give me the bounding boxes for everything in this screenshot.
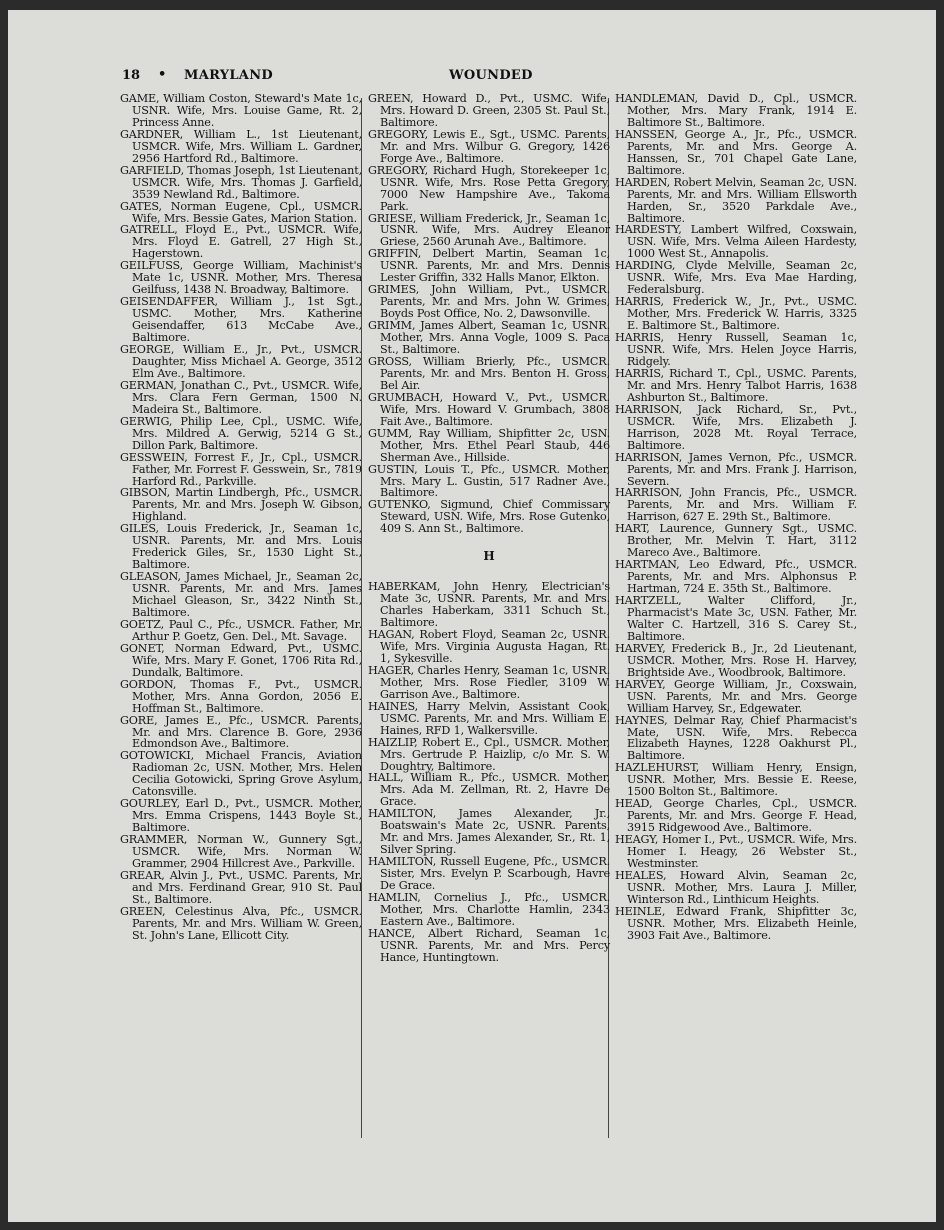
casualty-details: Howard V., Pvt., USMCR. Wife, Mrs. Howard V. Grumbach, 3808 Fait Ave., Baltimore. bbox=[380, 390, 610, 428]
casualty-entry bbox=[368, 165, 610, 213]
casualty-surname: GUMM, bbox=[368, 426, 413, 440]
casualty-details: John Francis, Pfc., USMCR. Parents, Mr. and Mrs. William F. Harrison, 627 E. 29th St., Baltimore. bbox=[627, 486, 857, 524]
casualty-entry bbox=[368, 392, 610, 428]
casualty-details: Floyd E., Pvt., USMCR. Wife, Mrs. Floyd E. Gatrell, 27 High St., Hagerstown. bbox=[132, 223, 362, 261]
casualty-details: Jack Richard, Sr., Pvt., USMCR. Wife, Mrs. Elizabeth J. Harrison, 2028 Mt. Royal Terrace, Baltimore. bbox=[627, 402, 857, 452]
casualty-details: James Michael, Jr., Seaman 2c, USNR. Parents, Mr. and Mrs. James Michael Gleason, Sr., 3422 Ninth St., Baltimore. bbox=[132, 570, 362, 619]
casualty-entry bbox=[368, 856, 610, 892]
casualty-entry bbox=[615, 679, 857, 715]
casualty-surname: GLEASON, bbox=[120, 570, 181, 584]
casualty-entry bbox=[368, 213, 610, 249]
casualty-details: Forrest F., Jr., Cpl., USMCR. Father, Mr. Forrest F. Gesswein, Sr., 7819 Harford Rd., Parkville. bbox=[132, 450, 362, 488]
casualty-details: Alvin J., Pvt., USMC. Parents, Mr. and Mrs. Ferdinand Grear, 910 St. Paul St., Baltimore. bbox=[132, 868, 362, 906]
casualty-surname: GREEN, bbox=[368, 92, 414, 105]
casualty-entry bbox=[368, 129, 610, 165]
casualty-details: Howard Alvin, Seaman 2c, USNR. Mother, Mrs. Laura J. Miller, Winterson Rd., Linthicum Heights. bbox=[627, 868, 857, 906]
casualty-details: William Brierly, Pfc., USMCR. Parents, Mr. and Mrs. Benton H. Gross, Bel Air. bbox=[380, 354, 610, 392]
casualty-entry bbox=[368, 629, 610, 665]
casualty-entry bbox=[615, 834, 857, 870]
document-page bbox=[8, 10, 936, 1222]
casualty-details: James Alexander, Jr., Boatswain's Mate 2c, USNR. Parents, Mr. and Mrs. James Alexander, Sr., Rt. 1, Silver Spring. bbox=[380, 807, 610, 857]
casualty-details: Robert Floyd, Seaman 2c, USNR. Wife, Mrs. Virginia Augusta Hagan, Rt. 1, Sykesville. bbox=[380, 628, 610, 665]
casualty-surname: HARRISON, bbox=[615, 450, 683, 464]
casualty-details: William L., 1st Lieutenant, USMCR. Wife, Mrs. William L. Gardner, 2956 Hartford Rd., Baltimore. bbox=[132, 127, 362, 165]
casualty-details: Earl D., Pvt., USMCR. Mother, Mrs. Emma Crispens, 1443 Boyle St., Baltimore. bbox=[132, 797, 362, 835]
casualty-entry bbox=[368, 665, 610, 701]
casualty-entry bbox=[615, 906, 857, 942]
casualty-details: James Vernon, Pfc., USMCR. Parents, Mr. and Mrs. Frank J. Harrison, Severn. bbox=[627, 450, 857, 488]
casualty-entry bbox=[120, 93, 362, 129]
casualty-surname: GERMAN, bbox=[120, 378, 177, 392]
casualty-details: Paul C., Pfc., USMCR. Father, Mr. Arthur P. Goetz, Gen. Del., Mt. Savage. bbox=[132, 617, 362, 643]
casualty-details: Cornelius J., Pfc., USMCR. Mother, Mrs. Charlotte Hamlin, 2343 Eastern Ave., Baltimore. bbox=[380, 891, 610, 928]
casualty-surname: GEILFUSS, bbox=[120, 259, 184, 273]
casualty-details: William Henry, Ensign, USNR. Mother, Mrs. Bessie E. Reese, 1500 Bolton St., Baltimore. bbox=[627, 761, 857, 799]
casualty-surname: HARVEY, bbox=[615, 641, 666, 655]
casualty-entry bbox=[368, 892, 610, 928]
casualty-entry bbox=[120, 906, 362, 942]
casualty-details: David D., Cpl., USMCR. Mother, Mrs. Mary Frank, 1914 E. Baltimore St., Baltimore. bbox=[627, 92, 857, 129]
casualty-entry bbox=[615, 452, 857, 488]
casualty-details: William Frederick, Jr., Seaman 1c, USNR. Wife, Mrs. Audrey Eleanor Griese, 2560 Arunah Ave., Baltimore. bbox=[380, 211, 610, 249]
casualty-entry bbox=[615, 595, 857, 643]
casualty-entry bbox=[120, 571, 362, 619]
casualty-entry bbox=[615, 404, 857, 452]
casualty-surname: HARTZELL, bbox=[615, 594, 682, 608]
casualty-entry bbox=[120, 380, 362, 416]
casualty-details: Michael Francis, Aviation Radioman 2c, USN. Mother, Mrs. Helen Cecilia Gotowicki, Spring Grove Asylum, Catonsville. bbox=[132, 749, 362, 799]
casualty-details: Frederick W., Jr., Pvt., USMC. Mother, Mrs. Frederick W. Harris, 3325 E. Baltimore St., Baltimore. bbox=[627, 295, 857, 333]
page-header bbox=[8, 68, 936, 88]
casualty-details: James Albert, Seaman 1c, USNR. Mother, Mrs. Anna Vogle, 1009 S. Paca St., Baltimore. bbox=[380, 319, 610, 357]
casualty-surname: HABERKAM, bbox=[368, 580, 441, 594]
casualty-surname: HAYNES, bbox=[615, 713, 668, 727]
casualty-details: Robert Melvin, Seaman 2c, USN. Parents, Mr. and Mrs. William Ellsworth Harden, Sr., 3520 Parkdale Ave., Baltimore. bbox=[627, 175, 857, 225]
casualty-surname: HAIZLIP, bbox=[368, 735, 418, 749]
casualty-details: Robert E., Cpl., USMCR. Mother, Mrs. Gertrude P. Haizlip, c/o Mr. S. W. Doughtry, Baltimore. bbox=[380, 735, 610, 773]
casualty-details: Thomas Joseph, 1st Lieutenant, USMCR. Wife, Mrs. Thomas J. Garfield, 3539 Newland Rd., Baltimore. bbox=[132, 163, 362, 201]
casualty-details: Norman Eugene, Cpl., USMCR. Wife, Mrs. Bessie Gates, Marion Station. bbox=[132, 199, 362, 225]
casualty-surname: HEAGY, bbox=[615, 833, 659, 847]
casualty-entry bbox=[615, 762, 857, 798]
casualty-details: Jonathan C., Pvt., USMCR. Wife, Mrs. Clara Fern German, 1500 N. Madeira St., Baltimore. bbox=[132, 378, 362, 416]
casualty-entry bbox=[120, 260, 362, 296]
casualty-surname: GRIESE, bbox=[368, 211, 417, 225]
casualty-entry bbox=[368, 284, 610, 320]
casualty-details: George A., Jr., Pfc., USMCR. Parents, Mr. and Mrs. George A. Hanssen, Sr., 701 Chapel Gate Lane, Baltimore. bbox=[627, 127, 857, 177]
casualty-surname: HEINLE, bbox=[615, 904, 666, 918]
casualty-details: William R., Pfc., USMCR. Mother, Mrs. Ada M. Zellman, Rt. 2, Havre De Grace. bbox=[380, 771, 610, 809]
casualty-surname: GREGORY, bbox=[368, 127, 429, 141]
casualty-surname: GERWIG, bbox=[120, 414, 173, 428]
casualty-entry bbox=[615, 559, 857, 595]
casualty-surname: GATES, bbox=[120, 199, 162, 213]
casualty-surname: GREEN, bbox=[120, 904, 166, 918]
casualty-entry bbox=[615, 487, 857, 523]
casualty-details: George Charles, Cpl., USMCR. Parents, Mr. and Mrs. George F. Head, 3915 Ridgewood Ave., Baltimore. bbox=[627, 797, 857, 835]
casualty-details: John Henry, Electrician's Mate 3c, USNR. Parents, Mr. and Mrs. Charles Haberkam, 3311 Schuch St., Baltimore. bbox=[380, 580, 610, 630]
casualty-entry bbox=[120, 750, 362, 798]
casualty-details: George William, Jr., Coxswain, USN. Parents, Mr. and Mrs. George William Harvey, Sr., Edgewater. bbox=[627, 677, 857, 715]
casualty-details: Leo Edward, Pfc., USMCR. Parents, Mr. and Mrs. Alphonsus P. Hartman, 724 E. 35th St., Baltimore. bbox=[627, 558, 857, 596]
casualty-details: Lewis E., Sgt., USMC. Parents, Mr. and Mrs. Wilbur G. Gregory, 1426 Forge Ave., Baltimore. bbox=[380, 127, 610, 165]
casualty-entry bbox=[368, 428, 610, 464]
casualty-surname: HAINES, bbox=[368, 699, 418, 713]
casualty-entry bbox=[615, 224, 857, 260]
casualty-entry bbox=[120, 452, 362, 488]
casualty-entry bbox=[615, 332, 857, 368]
casualty-surname: GARDNER, bbox=[120, 127, 184, 141]
state-title: MARYLAND bbox=[184, 68, 273, 83]
casualty-surname: HARRISON, bbox=[615, 402, 683, 416]
casualty-entry bbox=[368, 356, 610, 392]
casualty-surname: HARRISON, bbox=[615, 486, 683, 500]
casualty-surname: GREGORY, bbox=[368, 163, 429, 177]
casualty-entry bbox=[368, 320, 610, 356]
casualty-details: Ray William, Shipfitter 2c, USN. Mother, Mrs. Ethel Pearl Staub, 446 Sherman Ave., Hillside. bbox=[380, 426, 610, 464]
casualty-details: Richard T., Cpl., USMC. Parents, Mr. and Mrs. Henry Talbot Harris, 1638 Ashburton St., Baltimore. bbox=[627, 366, 857, 404]
casualty-surname: GILES, bbox=[120, 522, 159, 536]
casualty-details: Richard Hugh, Storekeeper 1c, USNR. Wife, Mrs. Rose Petta Gregory, 7000 New Hampshire Ave., Takoma Park. bbox=[380, 163, 610, 213]
casualty-entry bbox=[615, 798, 857, 834]
casualty-details: William J., 1st Sgt., USMC. Mother, Mrs. Katherine Geisendaffer, 613 McCabe Ave., Baltimore. bbox=[132, 295, 362, 345]
casualty-entry bbox=[120, 201, 362, 225]
casualty-entry bbox=[368, 701, 610, 737]
casualty-surname: GORDON, bbox=[120, 677, 177, 691]
section-letter: H bbox=[483, 549, 495, 564]
column-2 bbox=[368, 93, 610, 964]
casualty-surname: GORE, bbox=[120, 713, 158, 727]
casualty-surname: HARVEY, bbox=[615, 677, 666, 691]
casualty-surname: GOETZ, bbox=[120, 617, 164, 631]
casualty-surname: HAZLEHURST, bbox=[615, 761, 700, 775]
casualty-entry bbox=[120, 715, 362, 751]
column-1 bbox=[120, 93, 362, 942]
casualty-details: George William, Machinist's Mate 1c, USNR. Mother, Mrs. Theresa Geilfuss, 1438 N. Broadway, Baltimore. bbox=[132, 259, 362, 297]
casualty-details: Homer I., Pvt., USMCR. Wife, Mrs. Homer I. Heagy, 26 Webster St., Westminster. bbox=[627, 833, 857, 870]
casualty-surname: HAGAN, bbox=[368, 628, 415, 642]
casualty-details: Edward Frank, Shipfitter 3c, USNR. Mother, Mrs. Elizabeth Heinle, 3903 Fait Ave., Baltimore. bbox=[627, 904, 857, 942]
casualty-entry bbox=[615, 368, 857, 404]
casualty-details: Sigmund, Chief Commissary Steward, USN. Wife, Mrs. Rose Gutenko, 409 S. Ann St., Baltimore. bbox=[380, 498, 610, 536]
page-content bbox=[8, 10, 936, 1222]
casualty-entry bbox=[615, 643, 857, 679]
casualty-details: Frederick B., Jr., 2d Lieutenant, USMCR. Mother, Mrs. Rose H. Harvey, Brightside Ave., Woodbrook, Baltimore. bbox=[627, 641, 857, 679]
casualty-surname: GEORGE, bbox=[120, 343, 175, 357]
casualty-entry bbox=[615, 870, 857, 906]
column-3 bbox=[615, 93, 857, 942]
casualty-surname: HARRIS, bbox=[615, 366, 664, 380]
casualty-details: John William, Pvt., USMCR. Parents, Mr. and Mrs. John W. Grimes, Boyds Post Office, No. 2, Dawsonville. bbox=[380, 283, 610, 321]
casualty-surname: HEAD, bbox=[615, 797, 653, 811]
casualty-details: Harry Melvin, Assistant Cook, USMC. Parents, Mr. and Mrs. William E. Haines, RFD 1, Walkersville. bbox=[380, 699, 610, 737]
casualty-surname: GONET, bbox=[120, 641, 165, 655]
casualty-surname: GROSS, bbox=[368, 354, 412, 368]
casualty-surname: GRIFFIN, bbox=[368, 247, 422, 261]
casualty-surname: HANSSEN, bbox=[615, 127, 678, 141]
casualty-details: Celestinus Alva, Pfc., USMCR. Parents, Mr. and Mrs. William W. Green, St. John's Lane, Ellicott City. bbox=[132, 904, 362, 942]
casualty-surname: HARTMAN, bbox=[615, 558, 680, 572]
casualty-entry bbox=[615, 296, 857, 332]
casualty-details: Walter Clifford, Jr., Pharmacist's Mate 3c, USN. Father, Mr. Walter C. Hartzell, 316 S. Carey St., Baltimore. bbox=[627, 594, 857, 643]
casualty-entry bbox=[615, 129, 857, 177]
casualty-surname: HARRIS, bbox=[615, 295, 664, 309]
casualty-surname: GRIMM, bbox=[368, 319, 416, 333]
casualty-entry bbox=[368, 499, 610, 535]
casualty-details: Philip Lee, Cpl., USMC. Wife, Mrs. Mildred A. Gerwig, 5214 G St., Dillon Park, Baltimore. bbox=[132, 414, 362, 452]
casualty-surname: GRAMMER, bbox=[120, 833, 188, 847]
casualty-entry bbox=[368, 93, 610, 129]
casualty-surname: GEISENDAFFER, bbox=[120, 295, 218, 309]
casualty-surname: GOURLEY, bbox=[120, 797, 180, 811]
casualty-details: Laurence, Gunnery Sgt., USMC. Brother, Mr. Melvin T. Hart, 3112 Mareco Ave., Baltimore. bbox=[627, 522, 857, 560]
casualty-entry bbox=[368, 772, 610, 808]
casualty-entry bbox=[615, 93, 857, 129]
casualty-details: Delmar Ray, Chief Pharmacist's Mate, USN. Wife, Mrs. Rebecca Elizabeth Haynes, 1228 Oakhurst Pl., Baltimore. bbox=[627, 713, 857, 763]
casualty-entry bbox=[120, 523, 362, 571]
casualty-surname: GREAR, bbox=[120, 868, 165, 882]
casualty-entry bbox=[120, 487, 362, 523]
casualty-details: William E., Jr., Pvt., USMCR. Daughter, Miss Michael A. George, 3512 Elm Ave., Baltimore. bbox=[132, 343, 362, 380]
casualty-entry bbox=[368, 808, 610, 856]
casualty-surname: GARFIELD, bbox=[120, 163, 184, 177]
casualty-entry bbox=[120, 129, 362, 165]
casualty-details: Thomas F., Pvt., USMCR. Mother, Mrs. Anna Gordon, 2056 E. Hoffman St., Baltimore. bbox=[132, 677, 362, 715]
casualty-surname: GIBSON, bbox=[120, 486, 170, 500]
casualty-entry bbox=[615, 523, 857, 559]
casualty-entry bbox=[120, 165, 362, 201]
casualty-details: Delbert Martin, Seaman 1c, USNR. Parents, Mr. and Mrs. Dennis Lester Griffin, 332 Halls Manor, Elkton. bbox=[380, 247, 610, 285]
casualty-details: William Coston, Steward's Mate 1c, USNR. Wife, Mrs. Louise Game, Rt. 2, Princess Anne. bbox=[132, 92, 362, 129]
casualty-entry bbox=[615, 177, 857, 225]
casualty-entry bbox=[368, 464, 610, 500]
casualty-details: Lambert Wilfred, Coxswain, USN. Wife, Mrs. Velma Aileen Hardesty, 1000 West St., Annapolis. bbox=[627, 223, 857, 261]
casualty-entry bbox=[368, 928, 610, 964]
casualty-surname: HARDESTY, bbox=[615, 223, 682, 237]
casualty-surname: GUTENKO, bbox=[368, 498, 431, 512]
casualty-surname: GAME, bbox=[120, 92, 160, 105]
casualty-details: Martin Lindbergh, Pfc., USMCR. Parents, Mr. and Mrs. Joseph W. Gibson, Highland. bbox=[132, 486, 362, 524]
casualty-surname: GATRELL, bbox=[120, 223, 178, 237]
page-number: 18 bbox=[122, 68, 141, 83]
casualty-entry bbox=[120, 834, 362, 870]
casualty-entry bbox=[368, 737, 610, 773]
casualty-entry bbox=[120, 224, 362, 260]
casualty-entry bbox=[120, 798, 362, 834]
casualty-entry bbox=[120, 296, 362, 344]
casualty-surname: HALL, bbox=[368, 771, 404, 785]
casualty-surname: GUSTIN, bbox=[368, 462, 418, 476]
casualty-details: Albert Richard, Seaman 1c, USNR. Parents, Mr. and Mrs. Percy Hance, Huntingtown. bbox=[380, 926, 610, 964]
casualty-surname: HANDLEMAN, bbox=[615, 92, 698, 105]
casualty-entry bbox=[120, 679, 362, 715]
casualty-surname: HARDING, bbox=[615, 259, 676, 273]
casualty-details: James E., Pfc., USMCR. Parents, Mr. and Mrs. Clarence B. Gore, 2936 Edmondson Ave., Baltimore. bbox=[132, 713, 362, 751]
casualty-details: Charles Henry, Seaman 1c, USNR. Mother, Mrs. Rose Fiedler, 3109 W. Garrison Ave., Baltimore. bbox=[380, 663, 610, 701]
casualty-surname: GRUMBACH, bbox=[368, 390, 444, 404]
casualty-details: Norman Edward, Pvt., USMC. Wife, Mrs. Mary F. Gonet, 1706 Rita Rd., Dundalk, Baltimore. bbox=[132, 641, 362, 679]
casualty-details: Norman W., Gunnery Sgt., USMCR. Wife, Mrs. Norman W. Grammer, 2904 Hillcrest Ave., Parkville. bbox=[132, 833, 362, 870]
casualty-entry bbox=[615, 715, 857, 763]
casualty-surname: HARRIS, bbox=[615, 331, 664, 345]
casualty-surname: HEALES, bbox=[615, 868, 667, 882]
header-bullet: • bbox=[158, 67, 167, 82]
casualty-surname: HANCE, bbox=[368, 926, 416, 940]
casualty-surname: HAGER, bbox=[368, 663, 415, 677]
casualty-entry bbox=[120, 344, 362, 380]
casualty-surname: HAMILTON, bbox=[368, 855, 437, 869]
casualty-entry bbox=[120, 870, 362, 906]
section-title: WOUNDED bbox=[449, 68, 533, 83]
casualty-entry bbox=[368, 248, 610, 284]
casualty-surname: HAMLIN, bbox=[368, 891, 421, 904]
casualty-surname: HART, bbox=[615, 522, 650, 536]
casualty-surname: GRIMES, bbox=[368, 283, 420, 297]
casualty-entry bbox=[120, 643, 362, 679]
casualty-details: Henry Russell, Seaman 1c, USNR. Wife, Mrs. Helen Joyce Harris, Ridgely. bbox=[627, 331, 857, 368]
casualty-details: Howard D., Pvt., USMC. Wife, Mrs. Howard D. Green, 2305 St. Paul St., Baltimore. bbox=[380, 92, 610, 129]
casualty-surname: GESSWEIN, bbox=[120, 450, 188, 464]
casualty-details: Louis T., Pfc., USMCR. Mother, Mrs. Mary L. Gustin, 517 Radner Ave., Baltimore. bbox=[380, 462, 610, 500]
casualty-surname: HAMILTON, bbox=[368, 807, 437, 821]
casualty-details: Russell Eugene, Pfc., USMCR. Sister, Mrs. Evelyn P. Scarbough, Havre De Grace. bbox=[380, 855, 610, 893]
casualty-entry bbox=[120, 619, 362, 643]
casualty-entry bbox=[368, 581, 610, 629]
casualty-entry bbox=[120, 416, 362, 452]
casualty-details: Clyde Melville, Seaman 2c, USNR. Wife, Mrs. Eva Mae Harding, Federalsburg. bbox=[627, 259, 857, 297]
casualty-surname: HARDEN, bbox=[615, 175, 670, 189]
casualty-details: Louis Frederick, Jr., Seaman 1c, USNR. Parents, Mr. and Mrs. Louis Frederick Giles, Sr., 1530 Light St., Baltimore. bbox=[132, 522, 362, 572]
casualty-entry bbox=[615, 260, 857, 296]
casualty-surname: GOTOWICKI, bbox=[120, 749, 195, 763]
